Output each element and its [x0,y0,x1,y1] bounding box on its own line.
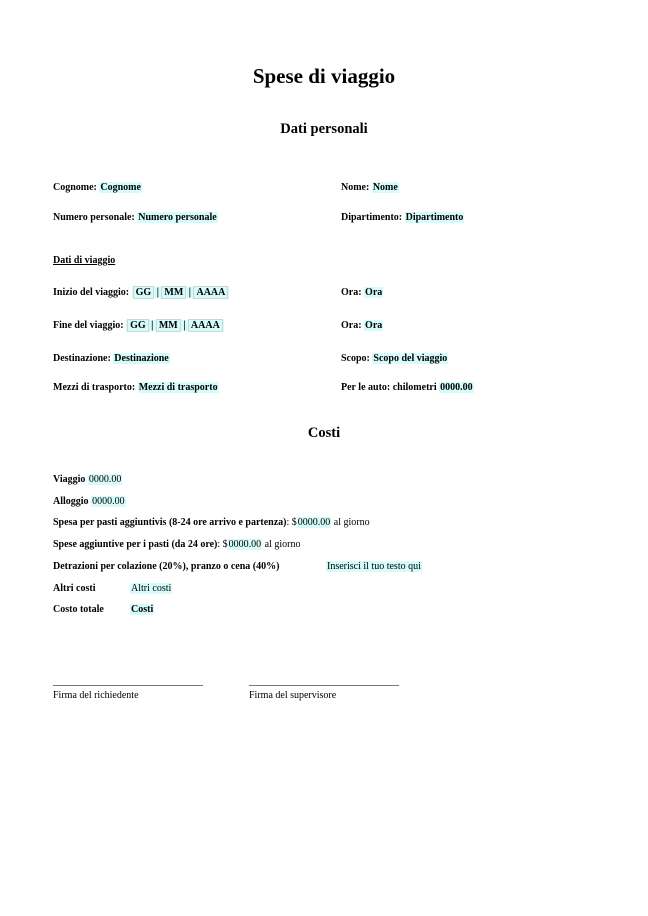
surname-field[interactable]: Cognome [100,182,141,193]
purpose-label: Scopo: [341,353,370,364]
other-costs-wrap [130,582,172,595]
transport-field[interactable]: Mezzi di trasporto [138,382,218,393]
surname-row [53,181,142,194]
travel-cost-row [53,473,122,486]
section-heading-costs: Costi [307,425,341,441]
requester-signature-line[interactable]: ______________________________ [53,676,203,687]
meals-extra-field[interactable]: 0000.00 [297,517,331,528]
start-month-field[interactable]: MM [161,286,186,299]
lodging-cost-label: Alloggio [53,496,89,507]
department-label: Dipartimento: [341,212,403,223]
end-time-field[interactable]: Ora [365,320,383,331]
name-row [341,181,399,194]
name-label: Nome: [341,182,370,193]
meals24-suffix: al giorno [264,539,301,550]
department-field[interactable]: Dipartimento [405,212,464,223]
meals24-field[interactable]: 0000.00 [228,539,262,550]
car-km-row [341,381,474,394]
trip-start-date[interactable]: GG | MM | AAAA [132,287,230,298]
end-time-row [341,319,383,332]
start-time-row [341,286,383,299]
deductions-field-wrap [326,560,422,573]
department-row [341,211,464,224]
purpose-row [341,352,448,365]
supervisor-signature-label: Firma del supervisore [249,690,337,701]
total-cost-field[interactable]: Costi [131,604,154,615]
start-day-field[interactable]: GG [133,286,155,299]
destination-row [53,352,170,365]
deductions-label: Detrazioni per colazione (20%), pranzo o cena (40%) [53,561,280,572]
lodging-cost-row [53,495,126,508]
name-field[interactable]: Nome [372,182,398,193]
personal-number-row [53,211,218,224]
deductions-field[interactable]: Inserisci il tuo testo qui [327,561,421,572]
end-month-field[interactable]: MM [156,319,181,332]
destination-label: Destinazione: [53,353,111,364]
meals-extra-row [53,516,370,529]
page-title: Spese di viaggio [252,64,396,88]
meals24-label: Spese aggiuntive per i pasti (da 24 ore) [53,539,218,550]
requester-signature-label: Firma del richiedente [53,690,139,701]
trip-end-row [53,319,224,332]
other-costs-label: Altri costi [53,583,96,594]
travel-cost-field[interactable]: 0000.00 [88,474,122,485]
meals24-row [53,538,300,551]
transport-label: Mezzi di trasporto: [53,382,136,393]
trip-end-date[interactable]: GG | MM | AAAA [126,320,224,331]
purpose-field[interactable]: Scopo del viaggio [373,353,448,364]
car-km-field[interactable]: 0000.00 [440,382,473,393]
lodging-cost-field[interactable]: 0000.00 [92,496,125,507]
meals24-currency: : $ [217,539,228,550]
total-cost-wrap [130,603,154,616]
end-time-label: Ora: [341,320,362,331]
start-time-field[interactable]: Ora [365,287,383,298]
meals-extra-currency: : $ [286,517,297,528]
meals-extra-label: Spesa per pasti aggiuntivis (8-24 ore arrivo e partenza) [53,517,287,528]
personal-number-label: Numero personale: [53,212,135,223]
personal-number-field[interactable]: Numero personale [138,212,217,223]
start-year-field[interactable]: AAAA [193,286,228,299]
surname-label: Cognome: [53,182,97,193]
other-costs-field[interactable]: Altri costi [131,583,172,594]
trip-start-row [53,286,229,299]
trip-heading: Dati di viaggio [53,255,116,266]
start-time-label: Ora: [341,287,362,298]
deductions-row [53,560,279,573]
trip-end-label: Fine del viaggio: [53,320,124,331]
supervisor-signature-line[interactable]: ______________________________ [249,676,399,687]
end-year-field[interactable]: AAAA [188,319,223,332]
end-day-field[interactable]: GG [127,319,149,332]
travel-cost-label: Viaggio [53,474,86,485]
destination-field[interactable]: Destinazione [114,353,169,364]
car-km-label: Per le auto: chilometri [341,382,437,393]
transport-row [53,381,219,394]
trip-start-label: Inizio del viaggio: [53,287,130,298]
section-heading-personal: Dati personali [280,121,368,137]
meals-extra-suffix: al giorno [333,517,370,528]
total-cost-label: Costo totale [53,604,104,615]
